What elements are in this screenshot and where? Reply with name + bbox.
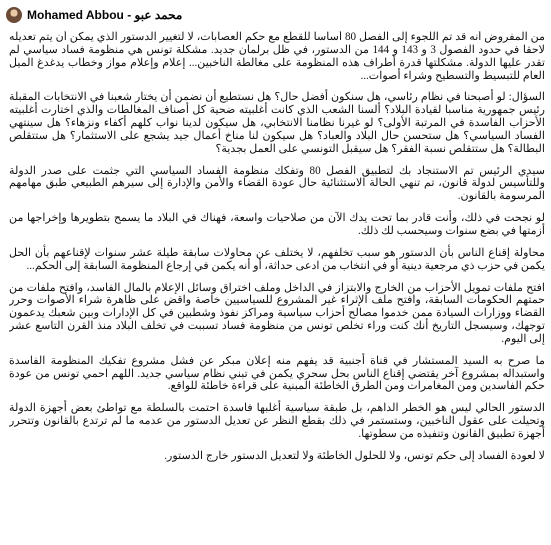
post-paragraph-8: الدستور الحالي ليس هو الخطر الداهم، بل طبقة سياسية أغلبها فاسدة احتمت بالسلطة مع تواطئ بعض أجهزة الدولة وتحيلت على عقول الناخبين، وستستمر في ذلك بقطع النظر عن تعديل الدستور من عدمه ما لم ترتدع بالقانون وتتحرر أجهزة تطبيق القانون وتنفيذه من سطوتها. — [9, 402, 545, 440]
post-paragraph-9: لا لعودة الفساد إلى حكم تونس، ولا للحلول الخاطئة ولا لتعديل الدستور خارج الدستور. — [164, 449, 545, 462]
post-paragraph-3: سيدي الرئيس تم الاستنجاد بك لتطبيق الفصل 80 وتفكك منظومة الفساد السياسي التي جثمت على صدر الدولة وللتأسيس لدولة قانون، تم تنهي الحالة الاستثنائية حال عودة القضاء والأمن والإدارة إلى سيرهم الطبيعي طبق مهامهم المرسومة بالقانون. — [9, 164, 545, 203]
post-paragraph-5: محاولة إقناع الناس بأن الدستور هو سبب تخلفهم، لا يختلف عن محاولات سابقة طيلة عشر سنوات لإقناعهم بأن الحل يكمن في حزب ذي مرجعية دينية أو في انتخاب من ادعى حداثة، أو أنه يكمن في إرجاع المنظومة السابقة إلى الحكم... — [9, 246, 545, 272]
post-paragraph-6: افتح ملفات تمويل الأحزاب من الخارج والابتزاز في الداخل وملف اختراق وسائل الإعلام بالمال الفاسد، وافتح ملفات من حمتهم الحكومات السابقة، وافتح ملف الإثراء غير المشروع للسياسيين خاصة واقض على ظاهرة شراء الأصوات وحرر القضاء ووزارات السيادة ممن خدموا مصالح أحزاب سياسية ومراكز نفوذ وشطبين في كل الإدارات وبين شعبك يدعمون توجهك، وسيسجل التاريخ أنك كنت وراء تخلص تونس من منظومة فساد تسببت في تخلف البلاد منذ القرن التاسع عشر إلى اليوم. — [9, 281, 545, 345]
post-header — [6, 3, 182, 27]
author-avatar[interactable] — [6, 7, 22, 23]
post-paragraph-7: ما صرح به السيد المستشار في قناة أجنبية قد يفهم منه إعلان مبكر عن فشل مشروع تفكيك المنظومة الفاسدة واستبداله بمشروع آخر يقتضي إقناع الناس بحل سحري يكمن في تبني نظام سياسي جديد. اللهم احمي تونس من عودة حكم الفاسدين ومن المغامرات ومن الطرق الخاطئة المبنية على قراءة خاطئة للواقع. — [9, 354, 545, 393]
post-paragraph-2: السؤال: لو أصبحنا في نظام رئاسي، هل سنكون أفضل حال؟ هل نستطيع أن نضمن أن يختار شعبنا في الانتخابات المقبلة رئيس جمهورية مناسبا لقيادة البلاد؟ ألسنا الشعب الذي كانت أغلبيته ضحية كل أصناف المغالطات والذي اختارت أغلبيته الأحزاب الفاسدة في المرتبة الأولى؟ لو غيرنا نظامنا الانتخابي، هل سيكون لدينا نواب كلهم أكفاء ونزهاء؟ هل سينتهي الفساد السياسي؟ هل ستحسن حال البلاد والعباد؟ هل سيكون لنا مناخ أعمال جيد يشجع على الاستثمار؟ هل ستتقلص البطالة؟ هل ستتقلص نسبة الفقر؟ هل سيقبل التونسي على العمل بجدية؟ — [9, 91, 545, 155]
post-paragraph-4: لو نجحت في ذلك، وأنت قادر بما تحت يدك الآن من صلاحيات واسعة، فهناك في البلاد ما يسمح بتطويرها وإخراجها من أزمتها في بضع سنوات وسيحسب لك ذلك. — [9, 212, 545, 237]
post-paragraph-1: من المفروض أنه قد تم اللجوء إلى الفصل 80 أساسا للقطع مع حكم العصابات، لا لتغيير الدستور الذي يمكن أن يتم تعديله لاحقا في حدود الفصول 3 و 143 و 144 من الدستور، في ظل برلمان جديد. مشكلة تونس هي منظومة فساد سياسي لم تقدر عليها الدولة. مشكلتها قدرة أطراف هذه المنظومة على مغالطة الناخبين... إعلام وإعلام مواز وخطاب يدغدغ الميل العام للتبسيط والتسطيح وشراء أصوات... — [9, 31, 545, 82]
author-name[interactable]: Mohamed Abbou - محمد عبو — [27, 8, 183, 22]
post-body — [9, 31, 545, 539]
